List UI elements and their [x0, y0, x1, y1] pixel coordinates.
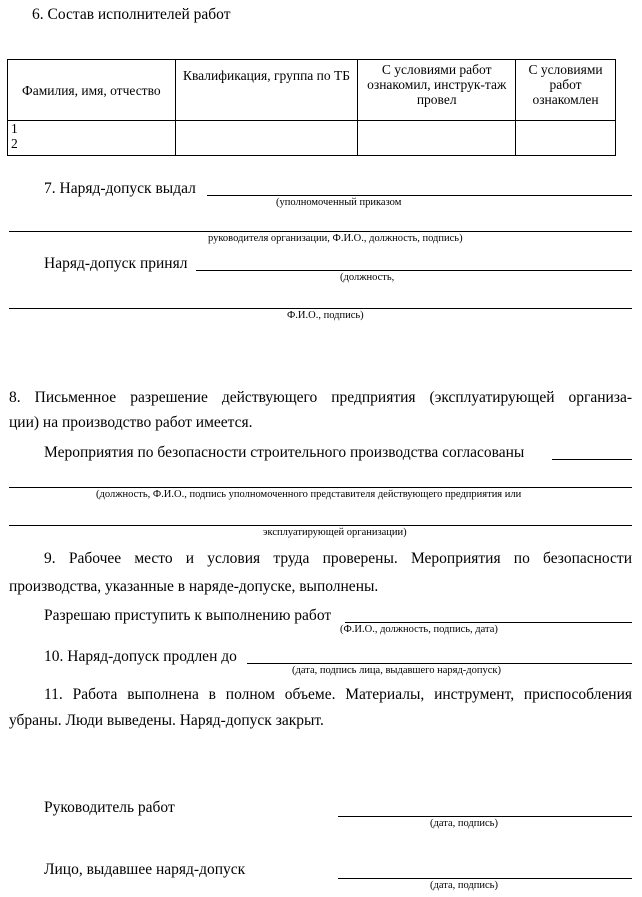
issued-label: 7. Наряд-допуск выдал	[44, 180, 196, 197]
col-header-acquainted: С условиями работ ознакомлен	[516, 60, 616, 121]
accepted-hint-1: (должность,	[340, 272, 395, 283]
table-cell	[175, 121, 358, 156]
measures-signature-line-2	[9, 487, 632, 488]
extended-hint: (дата, подпись лица, выдавшего наряд-допуск)	[292, 665, 502, 676]
issued-signature-line	[207, 195, 632, 196]
issued-signature-line-2	[9, 231, 632, 232]
extended-signature-line	[247, 663, 632, 664]
col-header-qualification: Квалификация, группа по ТБ	[175, 60, 358, 121]
issued-hint-2: руководителя организации, Ф.И.О., должность, подпись)	[208, 233, 463, 244]
issuer-label: Лицо, выдавшее наряд-допуск	[44, 861, 246, 878]
table-cell	[516, 121, 616, 156]
measures-hint-1: (должность, Ф.И.О., подпись уполномоченного представителя действующего предприятия или	[96, 489, 522, 500]
issued-hint-1: (уполномоченный приказом	[276, 197, 402, 208]
row-number-2: 2	[11, 136, 18, 151]
table-row	[8, 121, 616, 156]
accepted-label: Наряд-допуск принял	[44, 255, 188, 272]
issuer-hint: (дата, подпись)	[430, 880, 498, 891]
issuer-signature-line	[338, 878, 632, 879]
manager-label: Руководитель работ	[44, 799, 175, 816]
table-cell	[358, 121, 516, 156]
row-number-1: 1	[11, 121, 18, 136]
accepted-signature-line-2	[9, 308, 632, 309]
allow-hint: (Ф.И.О., должность, подпись, дата)	[340, 624, 498, 635]
allow-signature-line	[345, 622, 632, 623]
section9-line2: производства, указанные в наряде-допуске, выполнены.	[9, 578, 379, 595]
executors-table	[7, 59, 616, 156]
section11-line1: 11. Работа выполнена в полном объеме. Материалы, инструмент, приспособления	[44, 686, 632, 703]
section8-line2: ции) на производство работ имеется.	[9, 414, 253, 431]
measures-hint-2: эксплуатирующей организации)	[263, 527, 407, 538]
col-header-name: Фамилия, имя, отчество	[8, 60, 176, 121]
manager-hint: (дата, подпись)	[430, 818, 498, 829]
col-header-briefed-by: С условиями работ ознакомил, инструк-таж провел	[358, 60, 516, 121]
section6-title: 6. Состав исполнителей работ	[32, 6, 231, 23]
row-numbers-cell	[8, 121, 176, 156]
measures-signature-line	[552, 459, 632, 460]
section11-line2: убраны. Люди выведены. Наряд-допуск закрыт.	[9, 712, 324, 729]
allow-label: Разрешаю приступить к выполнению работ	[44, 607, 332, 624]
section8-line1: 8. Письменное разрешение действующего предприятия (эксплуатирующей организа-	[9, 389, 632, 406]
accepted-hint-2: Ф.И.О., подпись)	[287, 310, 364, 321]
measures-signature-line-3	[9, 525, 632, 526]
extended-label: 10. Наряд-допуск продлен до	[44, 648, 237, 665]
manager-signature-line	[338, 816, 632, 817]
measures-label: Мероприятия по безопасности строительного производства согласованы	[44, 444, 525, 461]
section9-line1: 9. Рабочее место и условия труда проверены. Мероприятия по безопасности	[44, 550, 632, 567]
accepted-signature-line	[196, 270, 632, 271]
